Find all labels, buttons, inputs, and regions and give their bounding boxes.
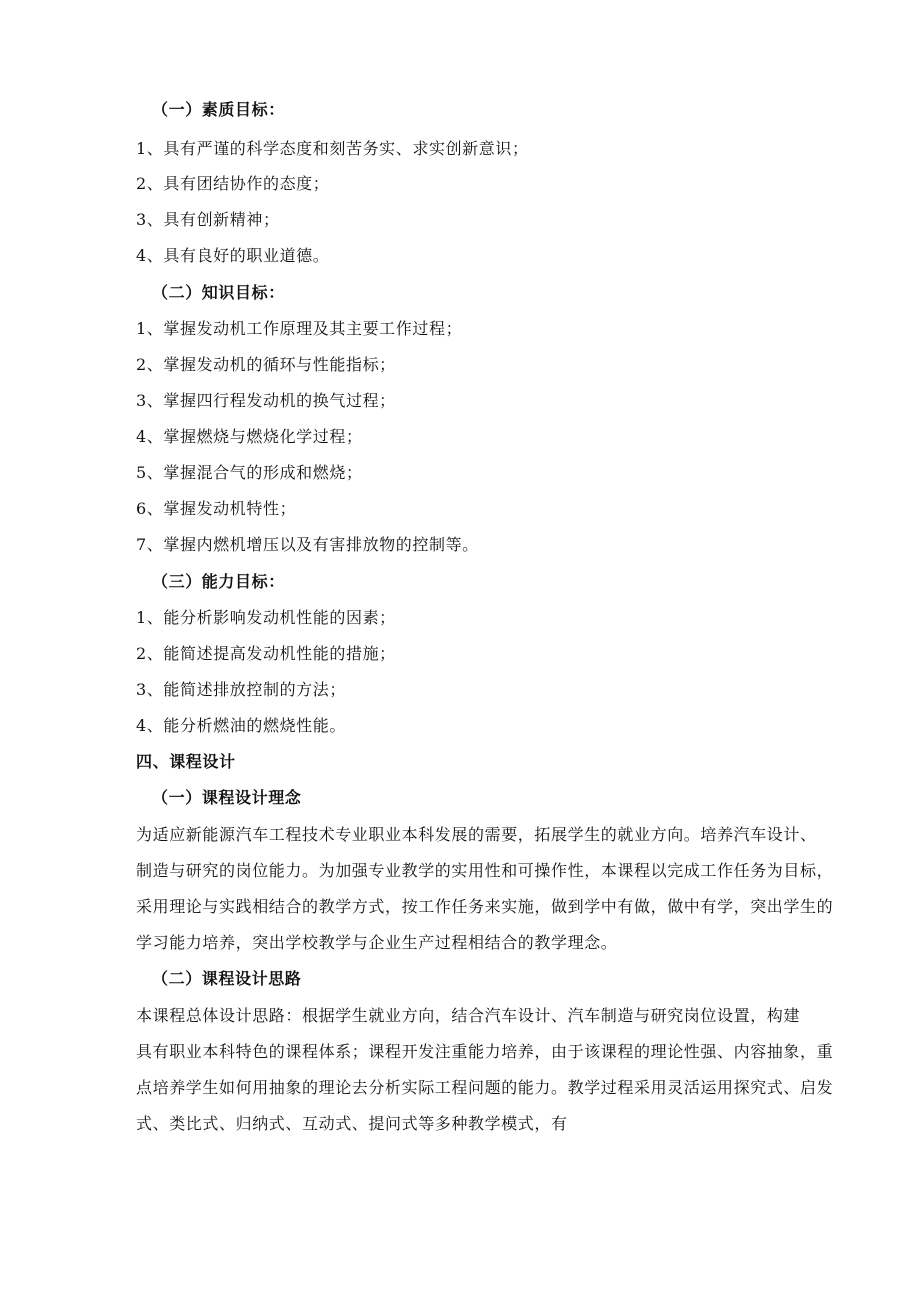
knowledge-item-7: 7、掌握内燃机增压以及有害排放物的控制等。 (136, 535, 479, 554)
concept-paragraph-line-2: 制造与研究的岗位能力。为加强专业教学的实用性和可操作性，本课程以完成工作任务为目标， (136, 861, 834, 880)
ability-item-3: 3、能简述排放控制的方法； (136, 680, 346, 699)
knowledge-heading: （二）知识目标： (152, 283, 285, 302)
quality-item-3: 3、具有创新精神； (136, 210, 280, 229)
approach-paragraph-line-2: 具有职业本科特色的课程体系；课程开发注重能力培养，由于该课程的理论性强、内容抽象，重 (136, 1042, 834, 1061)
design-concept-heading: （一）课程设计理念 (152, 788, 302, 807)
quality-item-1: 1、具有严谨的科学态度和刻苦务实、求实创新意识； (136, 139, 529, 158)
knowledge-item-2: 2、掌握发动机的循环与性能指标； (136, 355, 396, 374)
knowledge-item-5: 5、掌握混合气的形成和燃烧； (136, 463, 363, 482)
concept-paragraph-line-3: 采用理论与实践相结合的教学方式，按工作任务来实施，做到学中有做，做中有学，突出学生的 (136, 897, 834, 916)
ability-item-2: 2、能简述提高发动机性能的措施； (136, 644, 396, 663)
knowledge-item-4: 4、掌握燃烧与燃烧化学过程； (136, 427, 363, 446)
approach-paragraph-line-4: 式、类比式、归纳式、互动式、提问式等多种教学模式，有 (136, 1114, 568, 1133)
design-approach-heading: （二）课程设计思路 (152, 969, 302, 988)
knowledge-item-6: 6、掌握发动机特性； (136, 499, 297, 518)
ability-item-1: 1、能分析影响发动机性能的因素； (136, 608, 396, 627)
quality-item-2: 2、具有团结协作的态度； (136, 174, 330, 193)
concept-paragraph-line-1: 为适应新能源汽车工程技术专业职业本科发展的需要，拓展学生的就业方向。培养汽车设计、 (136, 825, 817, 844)
concept-paragraph-line-4: 学习能力培养，突出学校教学与企业生产过程相结合的教学理念。 (136, 933, 618, 952)
quality-heading: （一）素质目标： (152, 100, 285, 119)
ability-heading: （三）能力目标： (152, 572, 285, 591)
course-design-heading: 四、课程设计 (136, 752, 236, 771)
approach-paragraph-line-3: 点培养学生如何用抽象的理论去分析实际工程问题的能力。教学过程采用灵活运用探究式、启发 (136, 1078, 834, 1097)
quality-item-4: 4、具有良好的职业道德。 (136, 246, 330, 265)
approach-paragraph-line-1: 本课程总体设计思路：根据学生就业方向，结合汽车设计、汽车制造与研究岗位设置，构建 (136, 1006, 801, 1025)
knowledge-item-3: 3、掌握四行程发动机的换气过程； (136, 391, 396, 410)
ability-item-4: 4、能分析燃油的燃烧性能。 (136, 716, 346, 735)
knowledge-item-1: 1、掌握发动机工作原理及其主要工作过程； (136, 319, 463, 338)
